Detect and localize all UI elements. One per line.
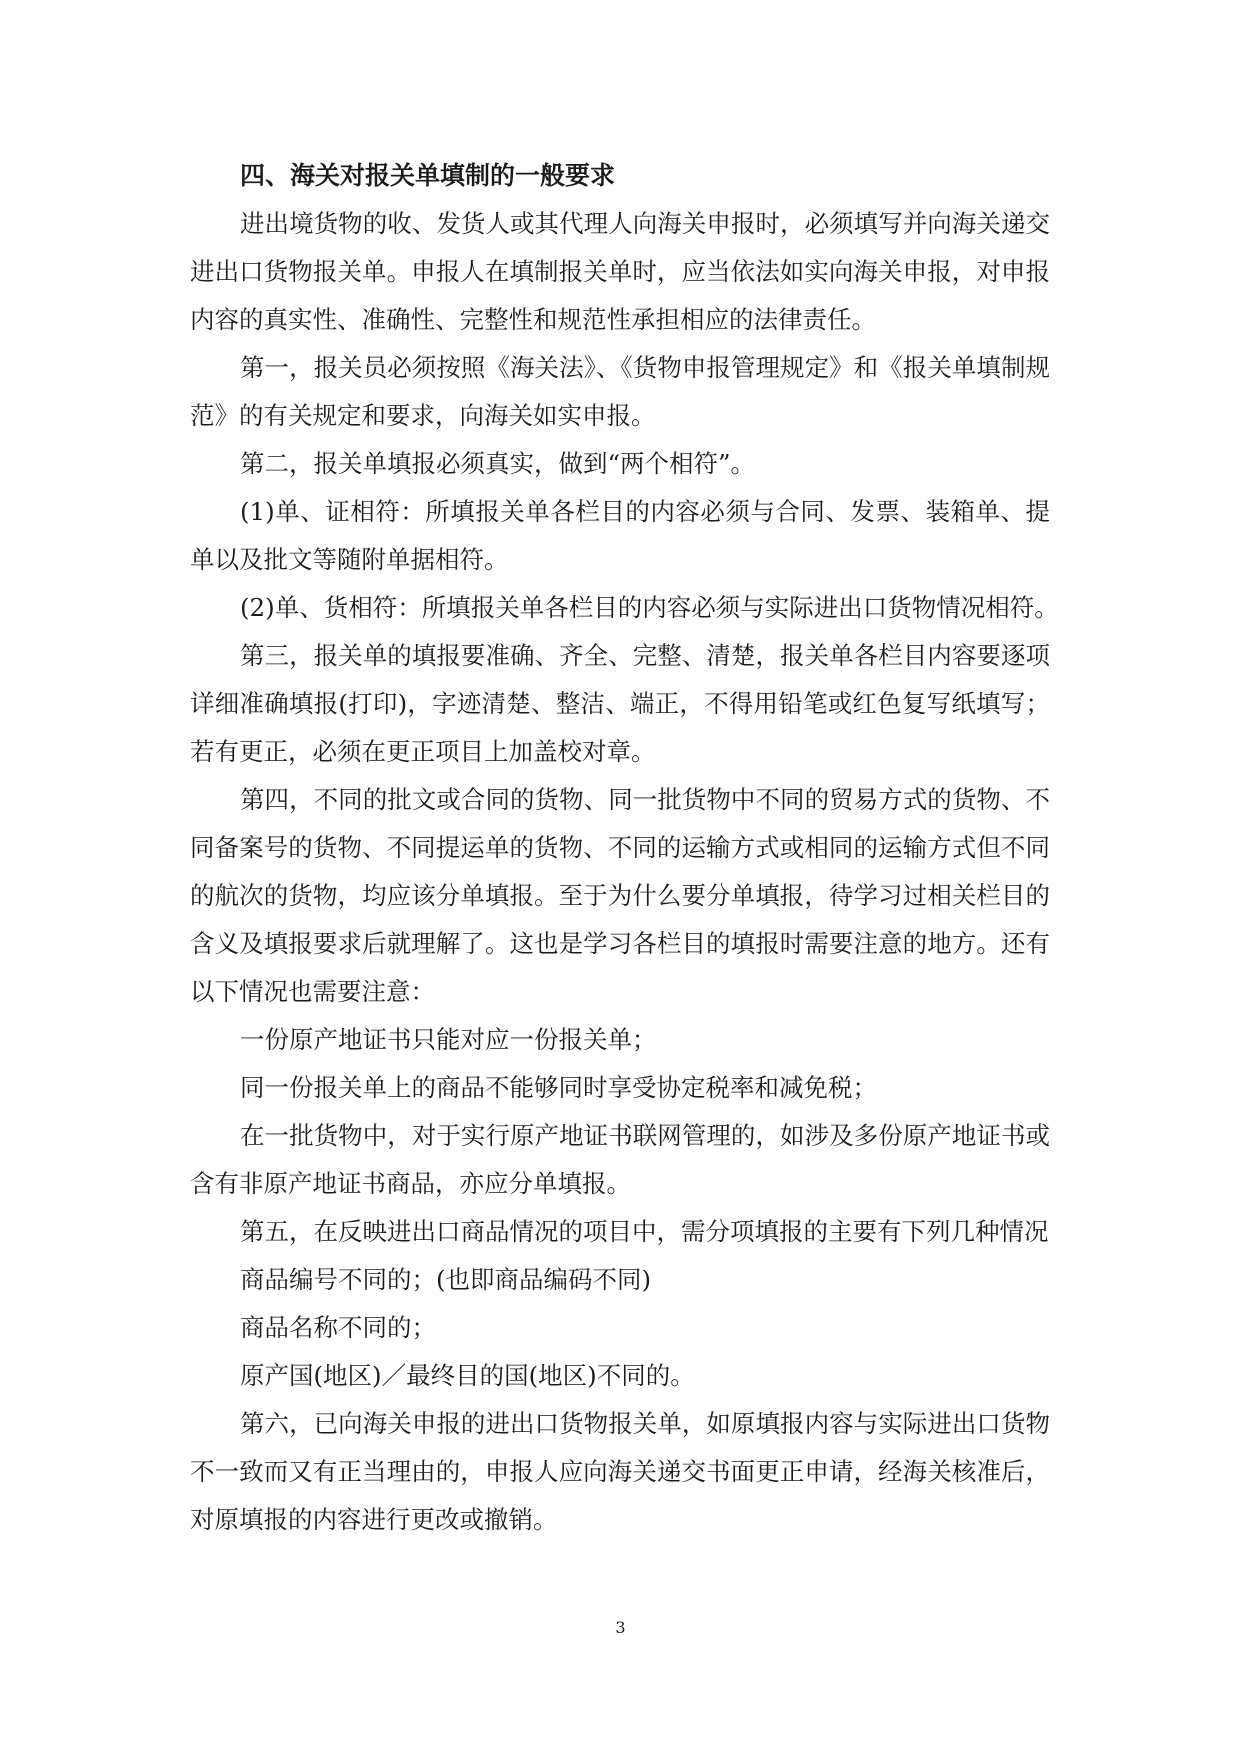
page-number: 3 — [615, 1618, 626, 1637]
paragraph-point-2: 第二，报关单填报必须真实，做到“两个相符”。 — [240, 449, 756, 478]
paragraph-point-3: 第三，报关单的填报要准确、齐全、完整、清楚，报关单各栏目内容要逐项详细准确填报(打印)，字迹清楚、整洁、端正，不得用铅笔或红色复写纸填写；若有更正，必须在更正项目上加盖校对章。 — [190, 641, 1050, 766]
document-body — [190, 152, 1059, 1544]
paragraph-point-5-item-3: 原产国(地区)／最终目的国(地区)不同的。 — [240, 1361, 695, 1390]
paragraph-point-4-note-3: 在一批货物中，对于实行原产地证书联网管理的，如涉及多份原产地证书或含有非原产地证书商品，亦应分单填报。 — [190, 1121, 1050, 1198]
paragraph-point-2-item-1: (1)单、证相符：所填报关单各栏目的内容必须与合同、发票、装箱单、提单以及批文等随附单据相符。 — [190, 497, 1050, 574]
paragraph-intro: 进出境货物的收、发货人或其代理人向海关申报时，必须填写并向海关递交进出口货物报关单。申报人在填制报关单时，应当依法如实向海关申报，对申报内容的真实性、准确性、完整性和规范性承担相应的法律责任。 — [190, 209, 1050, 334]
section-heading: 四、海关对报关单填制的一般要求 — [240, 161, 616, 190]
paragraph-point-5: 第五，在反映进出口商品情况的项目中，需分项填报的主要有下列几种情况 — [240, 1217, 1049, 1246]
paragraph-point-2-item-2: (2)单、货相符：所填报关单各栏目的内容必须与实际进出口货物情况相符。 — [240, 593, 1059, 622]
paragraph-point-4-note-2: 同一份报关单上的商品不能够同时享受协定税率和减免税； — [240, 1073, 877, 1102]
paragraph-point-4: 第四，不同的批文或合同的货物、同一批货物中不同的贸易方式的货物、不同备案号的货物、不同提运单的货物、不同的运输方式或相同的运输方式但不同的航次的货物，均应该分单填报。至于为什么要分单填报，待学习过相关栏目的含义及填报要求后就理解了。这也是学习各栏目的填报时需要注意的地方。还有以下情况也需要注意： — [190, 785, 1050, 1006]
paragraph-point-5-item-2: 商品名称不同的； — [240, 1313, 436, 1342]
paragraph-point-5-item-1: 商品编号不同的；(也即商品编码不同) — [240, 1265, 652, 1294]
paragraph-point-4-note-1: 一份原产地证书只能对应一份报关单； — [240, 1025, 657, 1054]
paragraph-point-1: 第一，报关员必须按照《海关法》、《货物申报管理规定》和《报关单填制规范》的有关规定和要求，向海关如实申报。 — [190, 353, 1050, 430]
paragraph-point-6: 第六，已向海关申报的进出口货物报关单，如原填报内容与实际进出口货物不一致而又有正当理由的，申报人应向海关递交书面更正申请，经海关核准后，对原填报的内容进行更改或撤销。 — [190, 1409, 1050, 1534]
